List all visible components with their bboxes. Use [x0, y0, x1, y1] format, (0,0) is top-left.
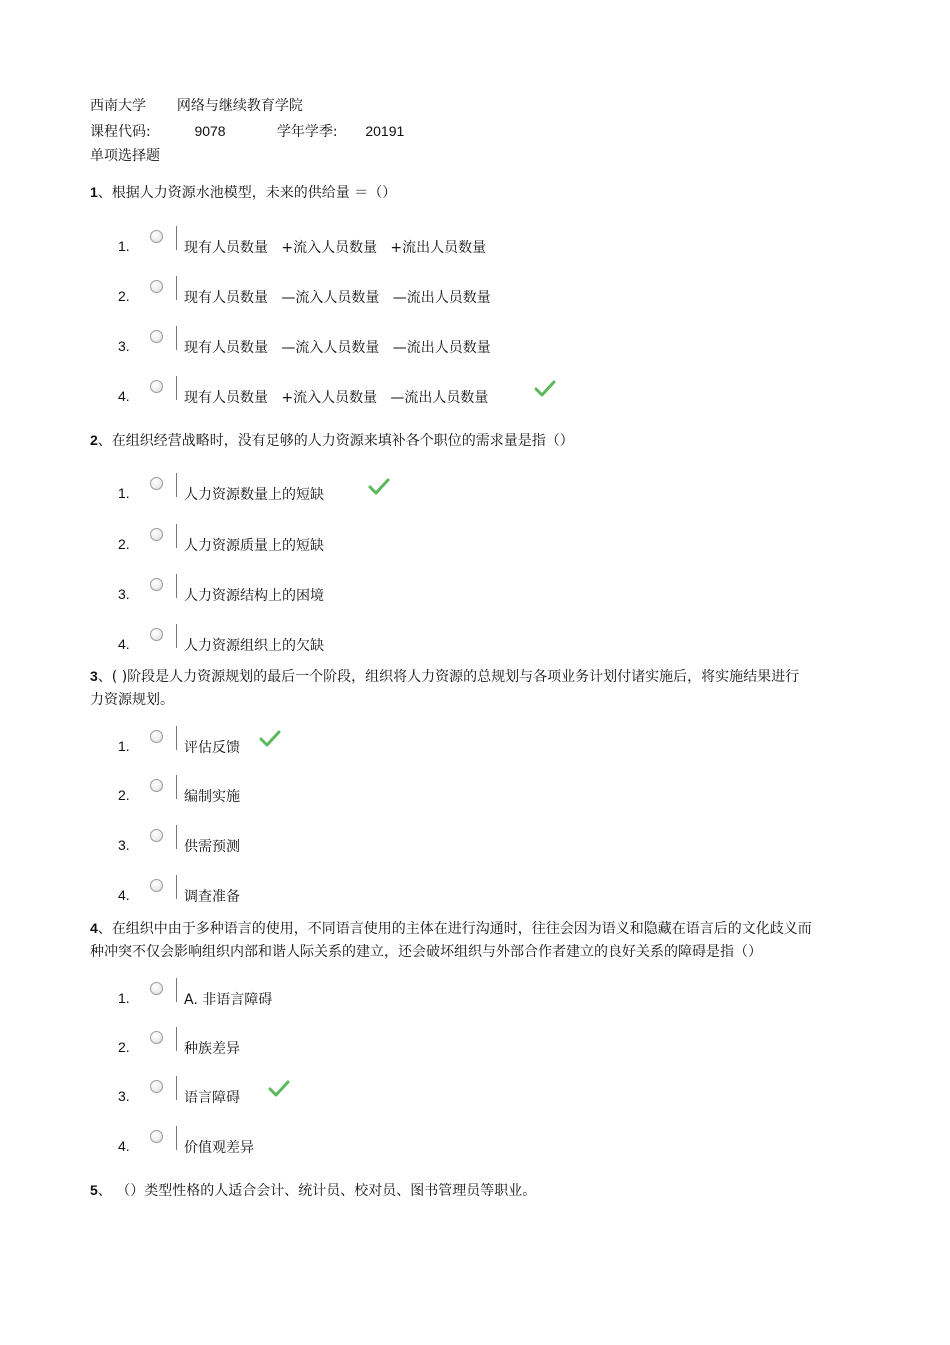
option-text: 现有人员数量 +流入人员数量 +流出人员数量	[184, 240, 487, 256]
section-title: 单项选择题	[90, 148, 160, 164]
option-number: 2.	[118, 787, 130, 803]
radio-button[interactable]	[150, 1130, 163, 1143]
radio-button[interactable]	[150, 380, 163, 393]
college-name: 网络与继续教育学院	[176, 98, 303, 114]
university-name: 西南大学	[90, 98, 146, 114]
divider	[176, 726, 177, 750]
question-text: 、( )阶段是人力资源规划的最后一个阶段，组织将人力资源的总规划与各项业务计划付诸实施后，将实施结果进行	[97, 669, 800, 685]
divider	[176, 1027, 177, 1051]
question-number: 2	[90, 432, 98, 448]
option-number: 2.	[118, 1039, 130, 1055]
option-text: 评估反馈	[184, 740, 240, 756]
question-3	[90, 665, 880, 712]
option-text: 人力资源数量上的短缺	[184, 487, 324, 503]
question-text: 、根据人力资源水池模型，未来的供给量 ＝（）	[97, 185, 397, 201]
question-text: 、 （）类型性格的人适合会计、统计员、校对员、图书管理员等职业。	[97, 1183, 537, 1199]
question-5	[90, 1179, 880, 1203]
option-number: 4.	[118, 887, 130, 903]
option-number: 2.	[118, 288, 130, 304]
option-number: 4.	[118, 388, 130, 404]
question-text: 、在组织经营战略时，没有足够的人力资源来填补各个职位的需求量是指（）	[97, 433, 574, 449]
divider	[176, 226, 177, 250]
header-institution	[90, 95, 303, 115]
option-number: 3.	[118, 338, 130, 354]
option-text: 现有人员数量 +流入人员数量 —流出人员数量	[184, 390, 489, 406]
divider	[176, 875, 177, 899]
question-2	[90, 429, 880, 453]
check-mark-icon	[534, 380, 556, 398]
question-text-continued: 种冲突不仅会影响组织内部和谐人际关系的建立，还会破坏组织与外部合作者建立的良好关系的障碍是指（）	[90, 944, 762, 960]
question-number: 1	[90, 184, 98, 200]
radio-button[interactable]	[150, 578, 163, 591]
option-text: 价值观差异	[184, 1140, 254, 1156]
option-text: 人力资源组织上的欠缺	[184, 638, 324, 654]
option-number: 4.	[118, 636, 130, 652]
radio-button[interactable]	[150, 879, 163, 892]
divider	[176, 276, 177, 300]
option-number: 1.	[118, 485, 130, 501]
option-text: A. 非语言障碍	[184, 992, 273, 1008]
header-course	[90, 121, 404, 141]
option-text: 人力资源结构上的困境	[184, 588, 324, 604]
divider	[176, 376, 177, 400]
question-text: 、在组织中由于多种语言的使用，不同语言使用的主体在进行沟通时，往往会因为语义和隐藏在语言后的文化歧义而	[97, 921, 812, 937]
option-number: 3.	[118, 837, 130, 853]
option-text: 现有人员数量 —流入人员数量 —流出人员数量	[184, 290, 491, 306]
question-number: 3	[90, 668, 98, 684]
radio-button[interactable]	[150, 330, 163, 343]
question-text-continued: 力资源规划。	[90, 692, 174, 708]
option-number: 1.	[118, 738, 130, 754]
radio-button[interactable]	[150, 280, 163, 293]
divider	[176, 1126, 177, 1150]
option-text: 语言障碍	[184, 1090, 240, 1106]
divider	[176, 473, 177, 497]
course-code-label: 课程代码:	[90, 124, 151, 140]
option-number: 4.	[118, 1138, 130, 1154]
term-label: 学年学季:	[276, 124, 338, 140]
question-4	[90, 917, 880, 964]
option-text: 现有人员数量 —流入人员数量 —流出人员数量	[184, 340, 491, 356]
radio-button[interactable]	[150, 628, 163, 641]
option-number: 3.	[118, 586, 130, 602]
question-number: 4	[90, 920, 98, 936]
course-code: 9078	[194, 123, 226, 139]
radio-button[interactable]	[150, 528, 163, 541]
option-number: 2.	[118, 536, 130, 552]
divider	[176, 574, 177, 598]
term-value: 20191	[365, 123, 405, 139]
question-number: 5	[90, 1182, 98, 1198]
divider	[176, 978, 177, 1002]
radio-button[interactable]	[150, 477, 163, 490]
check-mark-icon	[268, 1080, 290, 1098]
option-text: 种族差异	[184, 1041, 240, 1057]
question-1	[90, 181, 880, 205]
radio-button[interactable]	[150, 1031, 163, 1044]
radio-button[interactable]	[150, 982, 163, 995]
option-text: 编制实施	[184, 789, 240, 805]
check-mark-icon	[368, 478, 390, 496]
option-number: 3.	[118, 1088, 130, 1104]
radio-button[interactable]	[150, 230, 163, 243]
option-text: 人力资源质量上的短缺	[184, 538, 324, 554]
radio-button[interactable]	[150, 829, 163, 842]
radio-button[interactable]	[150, 730, 163, 743]
option-number: 1.	[118, 990, 130, 1006]
option-text: 供需预测	[184, 839, 240, 855]
divider	[176, 524, 177, 548]
divider	[176, 326, 177, 350]
option-number: 1.	[118, 238, 130, 254]
divider	[176, 1076, 177, 1100]
radio-button[interactable]	[150, 1080, 163, 1093]
divider	[176, 624, 177, 648]
divider	[176, 775, 177, 799]
divider	[176, 825, 177, 849]
option-text: 调查准备	[184, 889, 240, 905]
radio-button[interactable]	[150, 779, 163, 792]
check-mark-icon	[259, 730, 281, 748]
